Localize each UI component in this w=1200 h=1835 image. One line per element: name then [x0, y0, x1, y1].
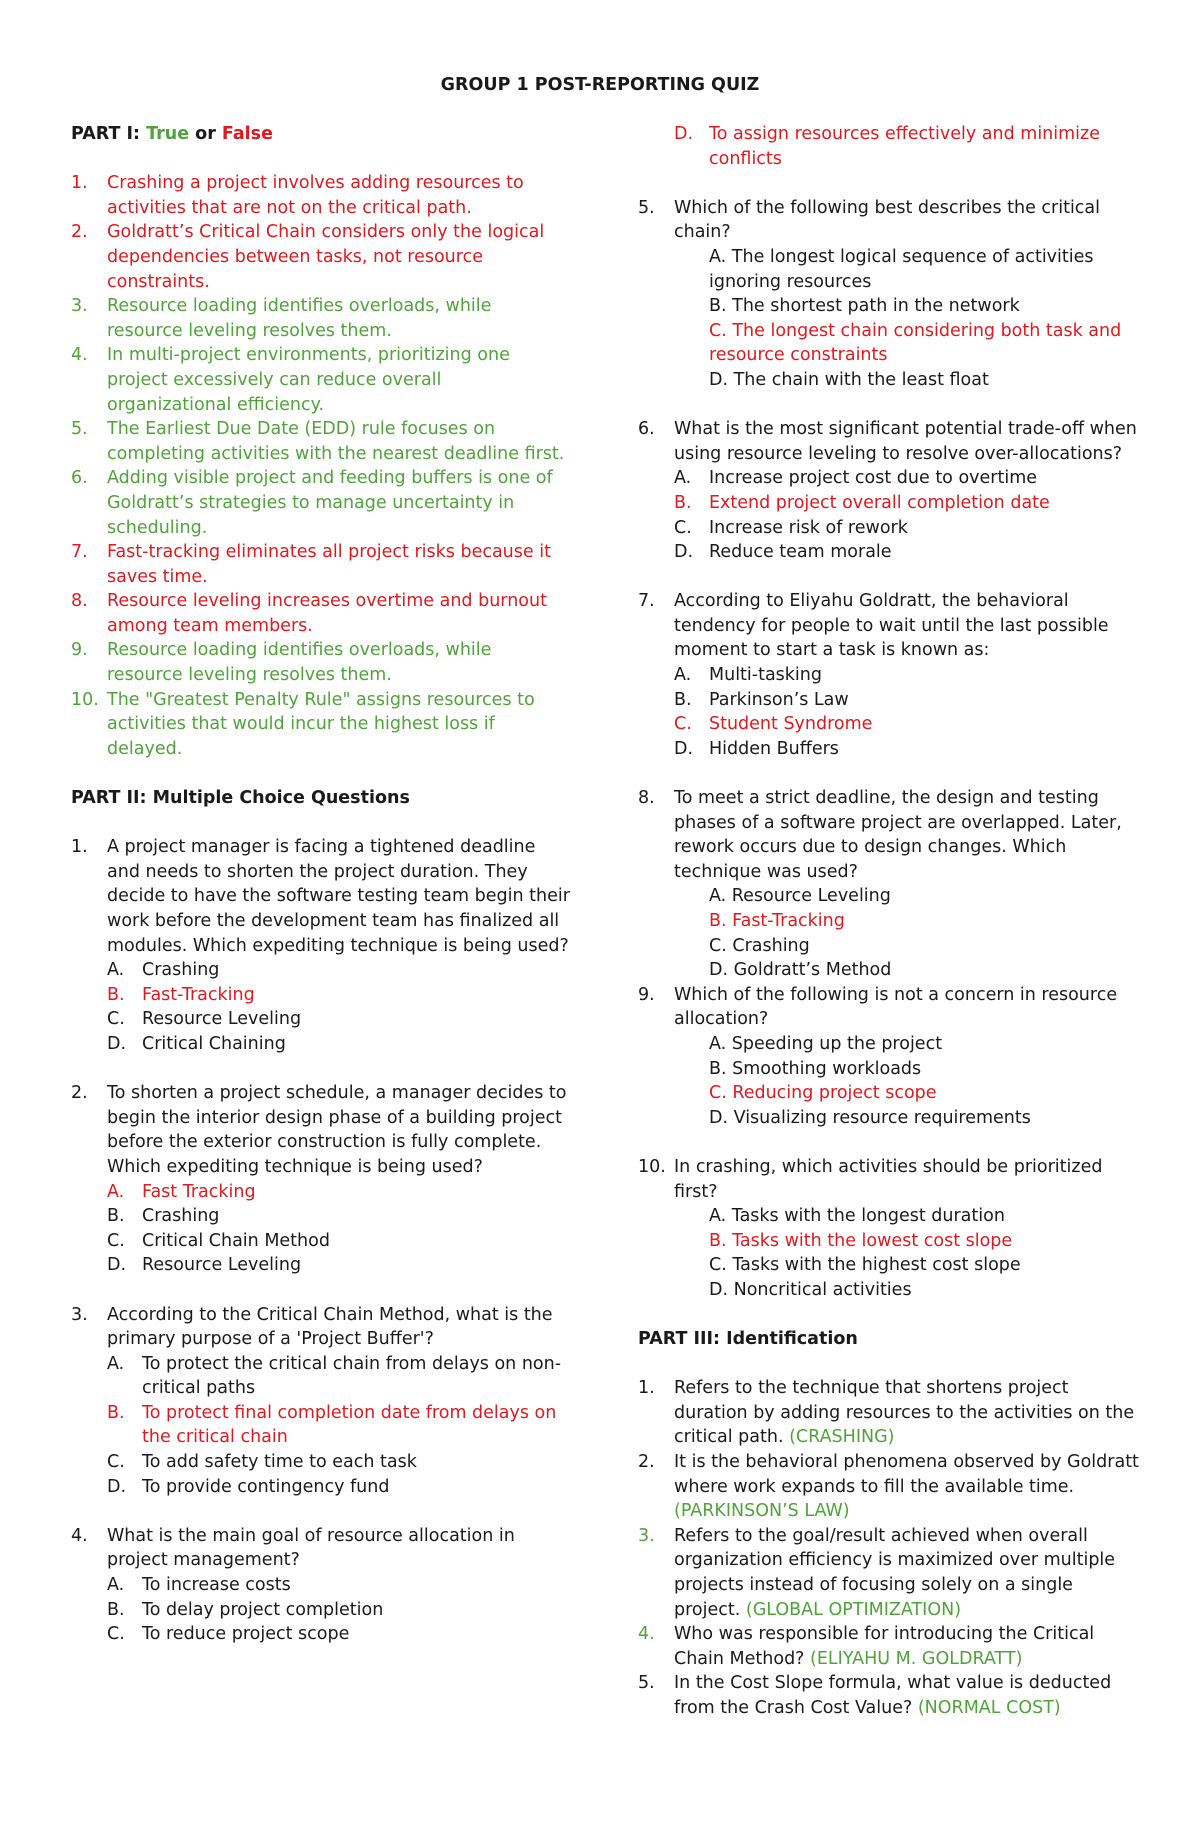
mc-option-correct: A. Fast Tracking	[107, 1181, 256, 1202]
mc-option: C. Tasks with the highest cost slope	[709, 1255, 1021, 1276]
mc-option: A. Multi-tasking	[674, 665, 822, 686]
mc-question-4: 4. What is the main goal of resource allocation in project management? A. To increase costs B. To delay project completion C. To reduce project scope	[71, 1524, 571, 1647]
mc-option: D. Hidden Buffers	[674, 738, 839, 759]
tf-item-1: 1. Crashing a project involves adding resources to activities that are not on the critical path.	[71, 173, 524, 218]
mc-option-correct: C. The longest chain considering both task and resource constraints	[709, 320, 1122, 366]
left-column	[71, 122, 571, 1647]
tf-item-7: 7. Fast-tracking eliminates all project risks because it saves time.	[71, 542, 551, 587]
mc-option-correct: B. To protect final completion date from delays on the critical chain	[107, 1402, 557, 1448]
mc-option: C. Critical Chain Method	[107, 1230, 330, 1251]
mc-option-correct: D. To assign resources effectively and minimize conflicts	[674, 124, 1100, 169]
tf-item-8: 8. Resource leveling increases overtime and burnout among team members.	[71, 591, 547, 636]
mc-option: B. Smoothing workloads	[709, 1058, 922, 1079]
mc-question-6: 6. What is the most significant potential trade-off when using resource leveling to resolve over-allocations? A. Increase project cost due to overtime B. Extend project overall completion date C. Increase risk of rework D. Reduce team morale	[638, 417, 1143, 565]
mc-question-1: 1. A project manager is facing a tightened deadline and needs to shorten the project duration. They decide to have the software testing team begin their work before the development team has finalized all modules. Which expediting technique is being used? A. Crashing B. Fast-Tracking C. Resource Leveling D. Critical Chaining	[71, 835, 571, 1056]
mc-option: B. The shortest path in the network	[709, 296, 1020, 317]
part3-heading: PART III: Identification	[638, 1329, 858, 1350]
mc-option-correct: B. Fast-Tracking	[709, 911, 845, 931]
mc-option-correct: C. Student Syndrome	[674, 714, 873, 735]
mc-question-3: 3. According to the Critical Chain Method, what is the primary purpose of a 'Project Buffer'? A. To protect the critical chain from delays on non-critical paths B. To protect final completion date from delays on the critical chain C. To add safety time to each task D. To provide contingency fund	[71, 1303, 571, 1500]
mc-option: D. To provide contingency fund	[107, 1476, 390, 1497]
mc-option: A. Increase project cost due to overtime	[674, 468, 1038, 489]
mc-question-7: 7. According to Eliyahu Goldratt, the behavioral tendency for people to wait until the last possible moment to start a task is known as: A. Multi-tasking B. Parkinson’s Law C. Student Syndrome D. Hidden Buffers	[638, 589, 1143, 761]
mc-option: D. Noncritical activities	[709, 1279, 912, 1300]
mc-option: A. Speeding up the project	[709, 1033, 943, 1054]
mc-option-correct: B. Tasks with the lowest cost slope	[709, 1230, 1013, 1251]
tf-item-5: 5. The Earliest Due Date (EDD) rule focuses on completing activities with the nearest deadline first.	[71, 419, 565, 464]
mc-option: A. To increase costs	[107, 1575, 291, 1596]
mc-option: B. Parkinson’s Law	[674, 689, 849, 710]
mc-option: C. Increase risk of rework	[674, 517, 908, 538]
mc-question-4-continued	[638, 122, 1143, 171]
mc-question-5: 5. Which of the following best describes the critical chain? A. The longest logical sequence of activities ignoring resources B. The shortest path in the network C. The longest chain considering both task and resource constraints D. The chain with the least float	[638, 196, 1143, 393]
part1-heading: PART I: True or False	[71, 124, 273, 144]
id-item-2: 2. It is the behavioral phenomena observed by Goldratt where work expands to fill the available time. (PARKINSON’S LAW)	[638, 1452, 1139, 1522]
mc-question-2: 2. To shorten a project schedule, a manager decides to begin the interior design phase of a building project before the exterior construction is fully complete. Which expediting technique is being used? A. Fast Tracking B. Crashing C. Critical Chain Method D. Resource Leveling	[71, 1081, 571, 1278]
mc-option: D. Reduce team morale	[674, 542, 892, 563]
mc-option: A. Tasks with the longest duration	[709, 1206, 1005, 1227]
mc-option: A. Crashing	[107, 960, 220, 981]
mc-option: C. To add safety time to each task	[107, 1452, 417, 1473]
mc-question-8: 8. To meet a strict deadline, the design and testing phases of a software project are overlapped. Later, rework occurs due to design changes. Which technique was used? A. Resource Leveling B. Fast-Tracking C. Crashing D. Goldratt’s Method	[638, 786, 1143, 983]
tf-item-2: 2. Goldratt’s Critical Chain considers only the logical dependencies between tasks, not resource constraints.	[71, 222, 545, 292]
mc-option: D. The chain with the least float	[709, 369, 989, 390]
mc-option: D. Resource Leveling	[107, 1255, 302, 1276]
mc-option: B. To delay project completion	[107, 1599, 384, 1620]
tf-item-3: 3. Resource loading identifies overloads, while resource leveling resolves them.	[71, 296, 492, 341]
mc-option-correct: C. Reducing project scope	[709, 1083, 937, 1104]
mc-option: A. Resource Leveling	[709, 886, 891, 907]
mc-option: C. Crashing	[709, 935, 810, 956]
mc-option: A. The longest logical sequence of activities ignoring resources	[709, 246, 1094, 292]
tf-item-4: 4. In multi-project environments, prioritizing one project excessively can reduce overall organizational efficiency.	[71, 345, 510, 415]
page-title: GROUP 1 POST-REPORTING QUIZ	[440, 75, 760, 95]
part2-heading: PART II: Multiple Choice Questions	[71, 788, 410, 809]
mc-option: C. Resource Leveling	[107, 1009, 302, 1030]
id-item-1: 1. Refers to the technique that shortens project duration by adding resources to the activities on the critical path. (CRASHING)	[638, 1378, 1135, 1448]
id-item-4: 4. Who was responsible for introducing the Critical Chain Method? (ELIYAHU M. GOLDRATT)	[638, 1624, 1095, 1669]
mc-question-9: 9. Which of the following is not a concern in resource allocation? A. Speeding up the project B. Smoothing workloads C. Reducing project scope D. Visualizing resource requirements	[638, 983, 1143, 1131]
id-item-3: 3. Refers to the goal/result achieved when overall organization efficiency is maximized over multiple projects instead of focusing solely on a single project. (GLOBAL OPTIMIZATION)	[638, 1525, 1116, 1620]
mc-option: A. To protect the critical chain from delays on non-critical paths	[107, 1353, 562, 1399]
mc-option: B. Crashing	[107, 1206, 220, 1227]
tf-item-10: 10. The "Greatest Penalty Rule" assigns resources to activities that would incur the highest loss if delayed.	[71, 689, 535, 759]
tf-item-9: 9. Resource loading identifies overloads, while resource leveling resolves them.	[71, 640, 492, 686]
mc-question-10: 10. In crashing, which activities should be prioritized first? A. Tasks with the longest duration B. Tasks with the lowest cost slope C. Tasks with the highest cost slope D. Noncritical activities	[638, 1155, 1143, 1303]
mc-option: D. Goldratt’s Method	[709, 960, 892, 981]
mc-option-correct: B. Fast-Tracking	[107, 984, 255, 1005]
mc-option: D. Critical Chaining	[107, 1033, 286, 1054]
tf-item-6: 6. Adding visible project and feeding buffers is one of Goldratt’s strategies to manage uncertainty in scheduling.	[71, 468, 553, 538]
mc-option: D. Visualizing resource requirements	[709, 1107, 1031, 1128]
id-item-5: 5. In the Cost Slope formula, what value is deducted from the Crash Cost Value? (NORMAL COST)	[638, 1673, 1112, 1718]
mc-option-correct: B. Extend project overall completion date	[674, 492, 1050, 513]
right-column	[638, 122, 1143, 1721]
mc-option: C. To reduce project scope	[107, 1624, 350, 1645]
